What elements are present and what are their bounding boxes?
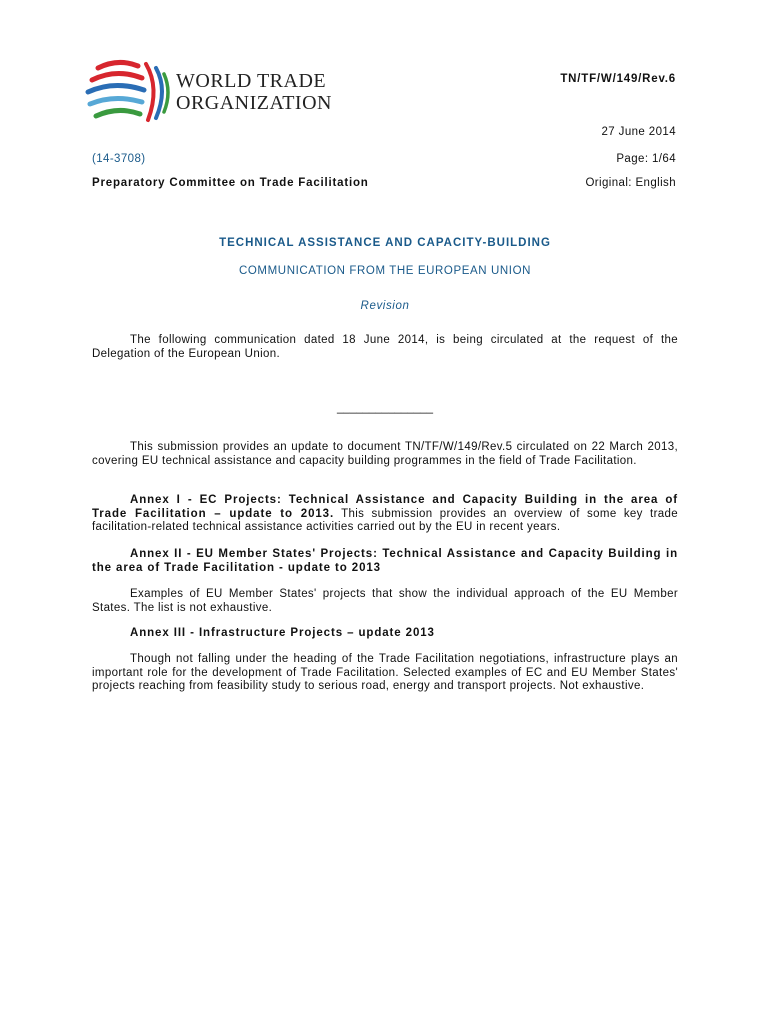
annex2-heading-paragraph — [92, 548, 678, 575]
annex1-heading: Annex I - EC Projects: Technical Assistance and Capacity Building in the area of Trade Facilitation – update to 2013. — [92, 494, 678, 520]
document-date: 27 June 2014 — [601, 126, 676, 138]
annex2-heading: Annex II - EU Member States' Projects: Technical Assistance and Capacity Building in the area of Trade Facilitation - update to 2013 — [92, 548, 678, 574]
annex3-heading: Annex III - Infrastructure Projects – update 2013 — [130, 627, 435, 639]
annex3-heading-paragraph — [92, 627, 678, 641]
submission-paragraph — [92, 441, 678, 468]
annex2-text: Examples of EU Member States' projects that show the individual approach of the EU Member States. The list is not exhaustive. — [92, 588, 678, 614]
annex3-paragraph — [92, 653, 678, 694]
annex3-text: Though not falling under the heading of the Trade Facilitation negotiations, infrastructure plays an important role for the development of Trade Facilitation. Selected examples of EC and EU Member States' projects reaching from feasibility study to serious road, energy and transport projects. Not exhaustive. — [92, 653, 678, 693]
wto-wordmark — [176, 70, 332, 114]
committee-name: Preparatory Committee on Trade Facilitation — [92, 177, 369, 189]
annex1-text: This submission provides an overview of some key trade facilitation-related technical assistance activities carried out by the EU in recent years. — [92, 507, 678, 534]
submission-text: This submission provides an update to document TN/TF/W/149/Rev.5 circulated on 22 March 2013, covering EU technical assistance and capacity building programmes in the field of Trade Facilitation. — [92, 441, 678, 467]
separator-line: _______________ — [337, 402, 433, 414]
org-name-line1: WORLD TRADE — [176, 70, 327, 92]
wto-emblem-icon — [84, 58, 174, 132]
document-subtitle: COMMUNICATION FROM THE EUROPEAN UNION — [238, 265, 532, 277]
wto-logo — [84, 58, 344, 132]
document-title: TECHNICAL ASSISTANCE AND CAPACITY-BUILDING — [219, 237, 551, 249]
revision-label: Revision — [360, 300, 410, 312]
original-language: Original: English — [585, 177, 676, 189]
annex1-paragraph — [92, 494, 678, 535]
document-symbol: TN/TF/W/149/Rev.6 — [560, 73, 676, 85]
document-number: (14-3708) — [92, 153, 146, 165]
intro-text: The following communication dated 18 June 2014, is being circulated at the request of the Delegation of the European Union. — [92, 334, 678, 360]
intro-paragraph — [92, 334, 678, 361]
annex2-paragraph — [92, 588, 678, 615]
page-info: Page: 1/64 — [616, 153, 676, 165]
org-name-line2: ORGANIZATION — [176, 92, 332, 114]
